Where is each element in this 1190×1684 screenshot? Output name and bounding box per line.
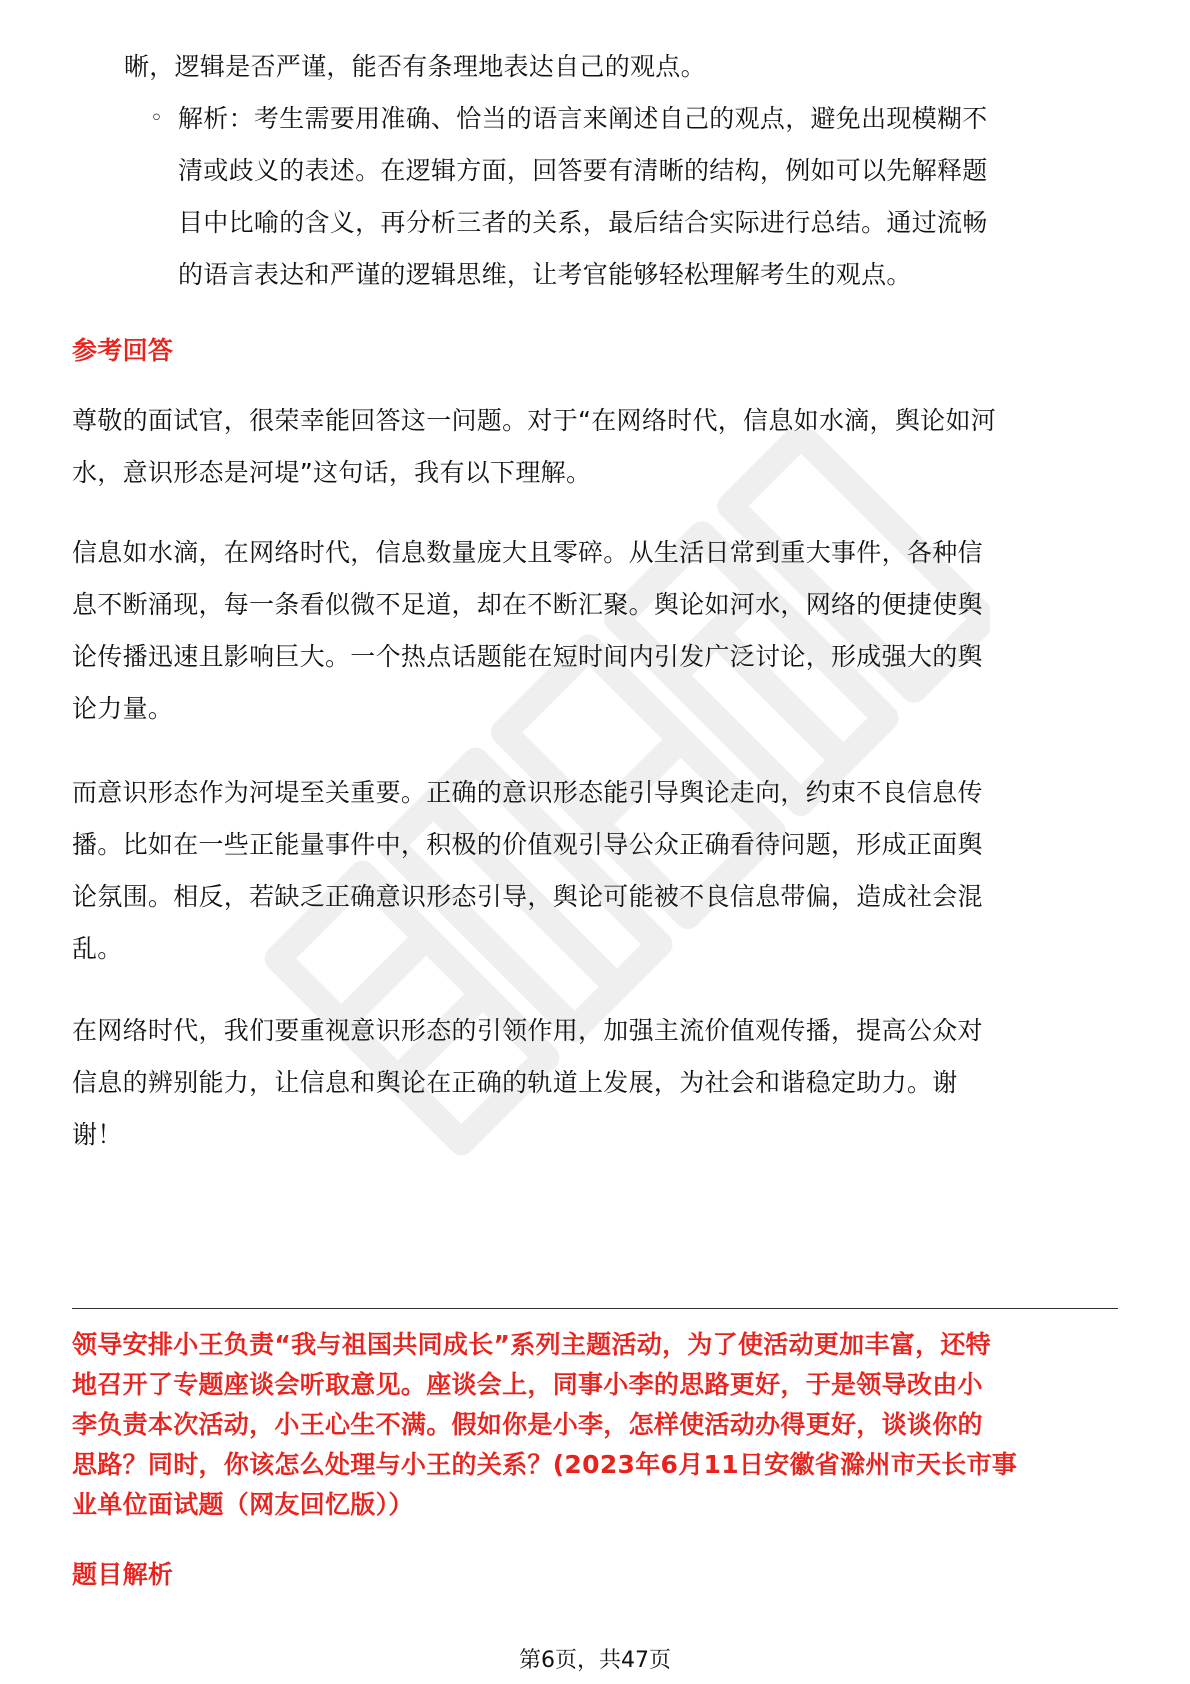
bullet-marker: ◦ xyxy=(150,106,163,131)
analysis-line: 清或歧义的表述。在逻辑方面，回答要有清晰的结构，例如可以先解释题 xyxy=(178,156,988,185)
question-line: 地召开了专题座谈会听取意见。座谈会上，同事小李的思路更好，于是领导改由小 xyxy=(72,1370,983,1399)
paragraph-line: 论力量。 xyxy=(72,694,174,723)
question-line: 业单位面试题（网友回忆版）） xyxy=(72,1490,414,1519)
paragraph-line: 水，意识形态是河堤”这句话，我有以下理解。 xyxy=(72,458,592,487)
question-line: 领导安排小王负责“我与祖国共同成长”系列主题活动，为了使活动更加丰富，还特 xyxy=(72,1330,991,1359)
reference-answer-heading: 参考回答 xyxy=(72,336,174,365)
paragraph-line: 信息如水滴，在网络时代，信息数量庞大且零碎。从生活日常到重大事件，各种信 xyxy=(72,538,983,567)
paragraph-line: 而意识形态作为河堤至关重要。正确的意识形态能引导舆论走向，约束不良信息传 xyxy=(72,778,983,807)
analysis-line: 解析：考生需要用准确、恰当的语言来阐述自己的观点，避免出现模糊不 xyxy=(178,104,988,133)
analysis-line: 目中比喻的含义，再分析三者的关系，最后结合实际进行总结。通过流畅 xyxy=(178,208,988,237)
paragraph-line: 论氛围。相反，若缺乏正确意识形态引导，舆论可能被不良信息带偏，造成社会混 xyxy=(72,882,983,911)
page-number-footer: 第6页，共47页 xyxy=(519,1648,671,1673)
analysis-line: 的语言表达和严谨的逻辑思维，让考官能够轻松理解考生的观点。 xyxy=(178,260,912,289)
paragraph-line: 乱。 xyxy=(72,934,123,963)
paragraph-line: 论传播迅速且影响巨大。一个热点话题能在短时间内引发广泛讨论，形成强大的舆 xyxy=(72,642,983,671)
question-line: 李负责本次活动，小王心生不满。假如你是小李，怎样使活动办得更好，谈谈你的 xyxy=(72,1410,983,1439)
section-divider xyxy=(72,1308,1118,1309)
paragraph-line: 在网络时代，我们要重视意识形态的引领作用，加强主流价值观传播，提高公众对 xyxy=(72,1016,983,1045)
paragraph-line: 谢！ xyxy=(72,1120,123,1149)
analysis-continued-line: 晰，逻辑是否严谨，能否有条理地表达自己的观点。 xyxy=(124,52,706,81)
question-analysis-heading: 题目解析 xyxy=(72,1560,174,1589)
paragraph-line: 息不断涌现，每一条看似微不足道，却在不断汇聚。舆论如河水，网络的便捷使舆 xyxy=(72,590,983,619)
paragraph-line: 信息的辨别能力，让信息和舆论在正确的轨道上发展，为社会和谐稳定助力。谢 xyxy=(72,1068,958,1097)
question-line: 思路？同时，你该怎么处理与小王的关系？(2023年6月11日安徽省滁州市天长市事 xyxy=(72,1450,1018,1479)
paragraph-line: 播。比如在一些正能量事件中，积极的价值观引导公众正确看待问题，形成正面舆 xyxy=(72,830,983,859)
paragraph-line: 尊敬的面试官，很荣幸能回答这一问题。对于“在网络时代，信息如水滴，舆论如河 xyxy=(72,406,997,435)
